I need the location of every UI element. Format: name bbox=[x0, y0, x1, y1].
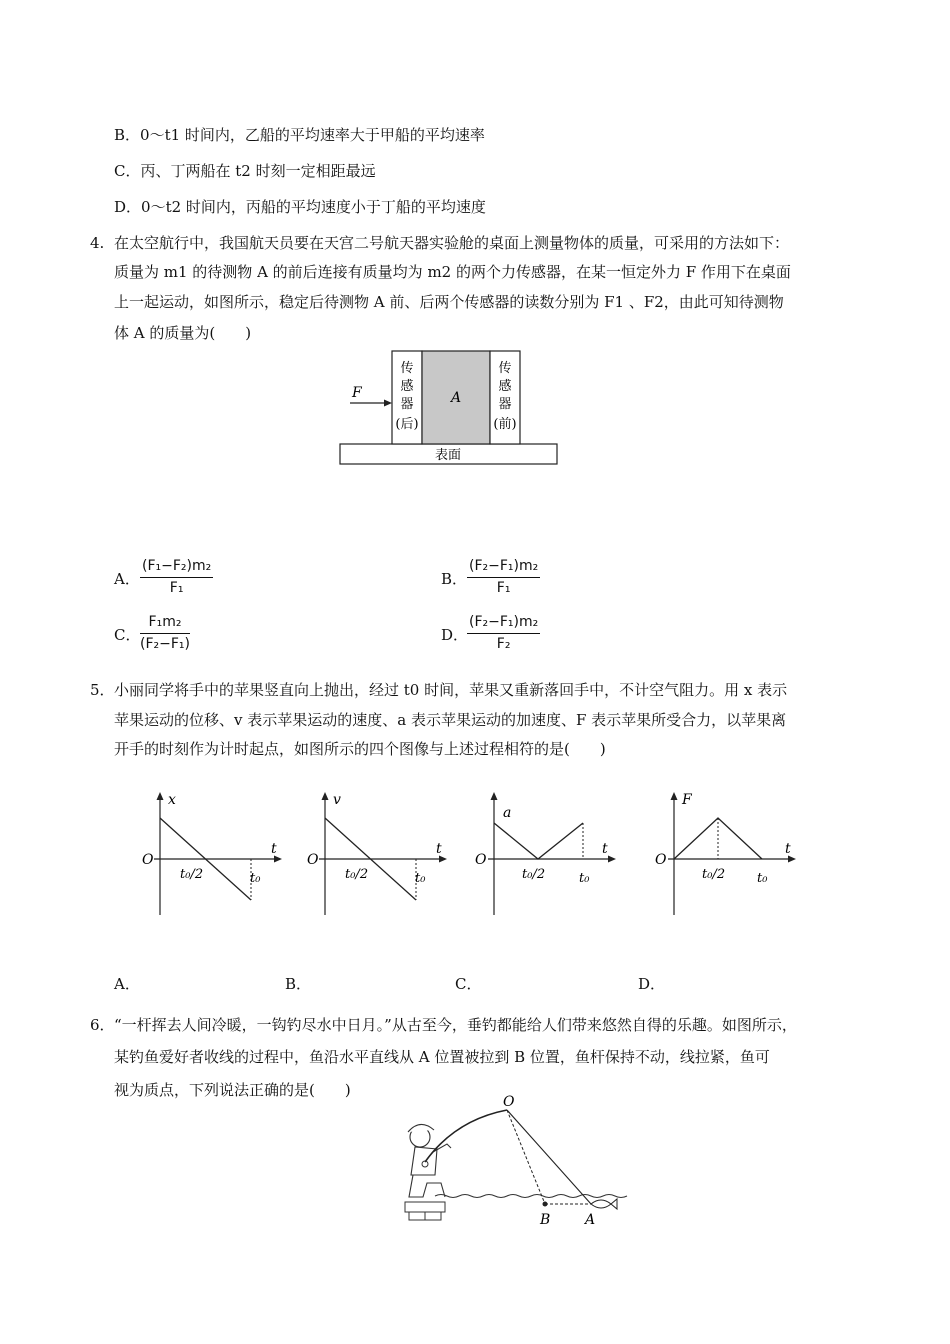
q6-stem-line-1: “一杆挥去人间冷暖，一钩钓尽水中日月。”从古至今，垂钓都能给人们带来悠然自得的乐趣。如图所示， bbox=[114, 1016, 797, 1034]
x-label: t bbox=[436, 841, 442, 857]
end-label: t₀ bbox=[415, 871, 426, 886]
sensor-front-char: 器 bbox=[498, 397, 512, 412]
sensor-front-char: (前) bbox=[493, 417, 517, 432]
denominator: F₁ bbox=[496, 580, 511, 596]
line-o-a bbox=[507, 1110, 591, 1204]
sensor-back-char: 传 bbox=[400, 361, 414, 376]
q4-stem-line-4: 体 A 的质量为( ) bbox=[114, 324, 252, 342]
fish-icon bbox=[591, 1200, 611, 1208]
end-label: t₀ bbox=[579, 871, 590, 886]
y-label: a bbox=[503, 805, 512, 821]
surface-label: 表面 bbox=[434, 448, 462, 463]
fisherman-hat bbox=[408, 1124, 434, 1132]
q3-option-d bbox=[114, 196, 486, 218]
q4-number: 4. bbox=[90, 234, 105, 252]
denominator: F₁ bbox=[169, 580, 184, 596]
origin-label: O bbox=[655, 852, 667, 868]
q5-option-c: C． bbox=[455, 975, 482, 993]
point-a-label: A bbox=[585, 1212, 596, 1228]
sensor-back-char: 器 bbox=[400, 397, 414, 412]
force-arrow-head bbox=[384, 400, 392, 407]
y-arrow bbox=[491, 792, 498, 800]
option-label: B． bbox=[114, 126, 141, 144]
y-arrow bbox=[157, 792, 164, 800]
fishing-rod bbox=[425, 1110, 507, 1162]
q5-number: 5． bbox=[90, 681, 115, 699]
y-label: F bbox=[682, 792, 692, 808]
q4-figure bbox=[330, 345, 570, 470]
numerator: (F₁−F₂)m₂ bbox=[140, 557, 213, 578]
q5-graph-b bbox=[303, 790, 453, 920]
x-label: t bbox=[271, 841, 277, 857]
x-label: t bbox=[602, 841, 608, 857]
q6-figure bbox=[395, 1090, 635, 1230]
y-label: x bbox=[168, 792, 176, 808]
end-label: t₀ bbox=[250, 871, 261, 886]
curve bbox=[494, 823, 583, 859]
option-text: 0～t1 时间内，乙船的平均速率大于甲船的平均速率 bbox=[140, 126, 485, 144]
line-o-b bbox=[507, 1110, 545, 1204]
option-label: D． bbox=[114, 198, 142, 216]
fish-tail bbox=[611, 1199, 617, 1209]
q4-option-d-fraction bbox=[467, 613, 540, 654]
q5-stem-line-3: 开手的时刻作为计时起点，如图所示的四个图像与上述过程相符的是( ) bbox=[114, 740, 606, 758]
q5-graph-c bbox=[472, 790, 622, 920]
point-b-dot bbox=[543, 1202, 548, 1207]
block-a-label: A bbox=[450, 390, 462, 406]
q4-option-b-fraction bbox=[467, 557, 540, 598]
q4-option-c-fraction bbox=[140, 613, 190, 654]
q4-stem-line-3: 上一起运动，如图所示，稳定后待测物 A 前、后两个传感器的读数分别为 F1 、F2，由此可知待测物 bbox=[114, 293, 784, 311]
origin-label: O bbox=[475, 852, 487, 868]
q6-stem-line-3: 视为质点，下列说法正确的是( ) bbox=[114, 1081, 351, 1099]
fisherman-legs bbox=[409, 1175, 445, 1197]
platform-stone bbox=[405, 1202, 445, 1212]
option-text: 丙、丁两船在 t2 时刻一定相距最远 bbox=[140, 162, 376, 180]
q5-graph-a bbox=[138, 790, 288, 920]
q6-stem-line-2: 某钓鱼爱好者收线的过程中，鱼沿水平直线从 A 位置被拉到 B 位置，鱼杆保持不动，线拉紧，鱼可 bbox=[114, 1048, 770, 1066]
q4-option-a-label: A． bbox=[114, 570, 140, 588]
half-label: t₀/2 bbox=[522, 867, 546, 882]
y-label: v bbox=[333, 792, 341, 808]
point-o-label: O bbox=[503, 1094, 515, 1110]
y-arrow bbox=[322, 792, 329, 800]
q5-option-a: A． bbox=[114, 975, 140, 993]
q5-option-b: B． bbox=[285, 975, 312, 993]
q3-option-b bbox=[114, 124, 485, 146]
y-arrow bbox=[671, 792, 678, 800]
numerator: (F₂−F₁)m₂ bbox=[467, 557, 540, 578]
force-label: F bbox=[352, 385, 362, 401]
q5-stem-line-1: 小丽同学将手中的苹果竖直向上抛出，经过 t0 时间，苹果又重新落回手中，不计空气阻力。用 x 表示 bbox=[114, 681, 788, 699]
platform-stone bbox=[425, 1212, 441, 1220]
denominator: F₂ bbox=[496, 636, 511, 652]
platform-stone bbox=[409, 1212, 425, 1220]
denominator: (F₂−F₁) bbox=[140, 636, 190, 652]
sensor-back-char: 感 bbox=[400, 379, 414, 394]
half-label: t₀/2 bbox=[345, 867, 369, 882]
q6-number: 6． bbox=[90, 1016, 115, 1034]
q4-option-d-label: D． bbox=[441, 626, 469, 644]
x-label: t bbox=[785, 841, 791, 857]
half-label: t₀/2 bbox=[702, 867, 726, 882]
q5-graph-d bbox=[652, 790, 802, 920]
end-label: t₀ bbox=[757, 871, 768, 886]
q4-option-a-fraction bbox=[140, 557, 213, 598]
q5-stem-line-2: 苹果运动的位移、v 表示苹果运动的速度、a 表示苹果运动的加速度、F 表示苹果所受合力，以苹果离 bbox=[114, 711, 787, 729]
sensor-back-char: (后) bbox=[395, 417, 419, 432]
sensor-front-char: 传 bbox=[498, 361, 512, 376]
numerator: (F₂−F₁)m₂ bbox=[467, 613, 540, 634]
q5-option-d: D． bbox=[638, 975, 666, 993]
q3-option-c bbox=[114, 160, 376, 182]
origin-label: O bbox=[142, 852, 154, 868]
q4-stem-line-1: 在太空航行中，我国航天员要在天宫二号航天器实验舱的桌面上测量物体的质量，可采用的方法如下： bbox=[114, 234, 790, 252]
option-label: C． bbox=[114, 162, 141, 180]
sensor-front-char: 感 bbox=[498, 379, 512, 394]
q4-option-c-label: C． bbox=[114, 626, 141, 644]
numerator: F₁m₂ bbox=[140, 613, 190, 634]
water-surface bbox=[435, 1195, 627, 1198]
origin-label: O bbox=[307, 852, 319, 868]
point-b-label: B bbox=[540, 1212, 551, 1228]
q4-stem-line-2: 质量为 m1 的待测物 A 的前后连接有质量均为 m2 的两个力传感器，在某一恒定外力 F 作用下在桌面 bbox=[114, 263, 791, 281]
x-arrow bbox=[608, 856, 616, 863]
option-text: 0～t2 时间内，丙船的平均速度小于丁船的平均速度 bbox=[141, 198, 486, 216]
q4-option-b-label: B． bbox=[441, 570, 468, 588]
half-label: t₀/2 bbox=[180, 867, 204, 882]
